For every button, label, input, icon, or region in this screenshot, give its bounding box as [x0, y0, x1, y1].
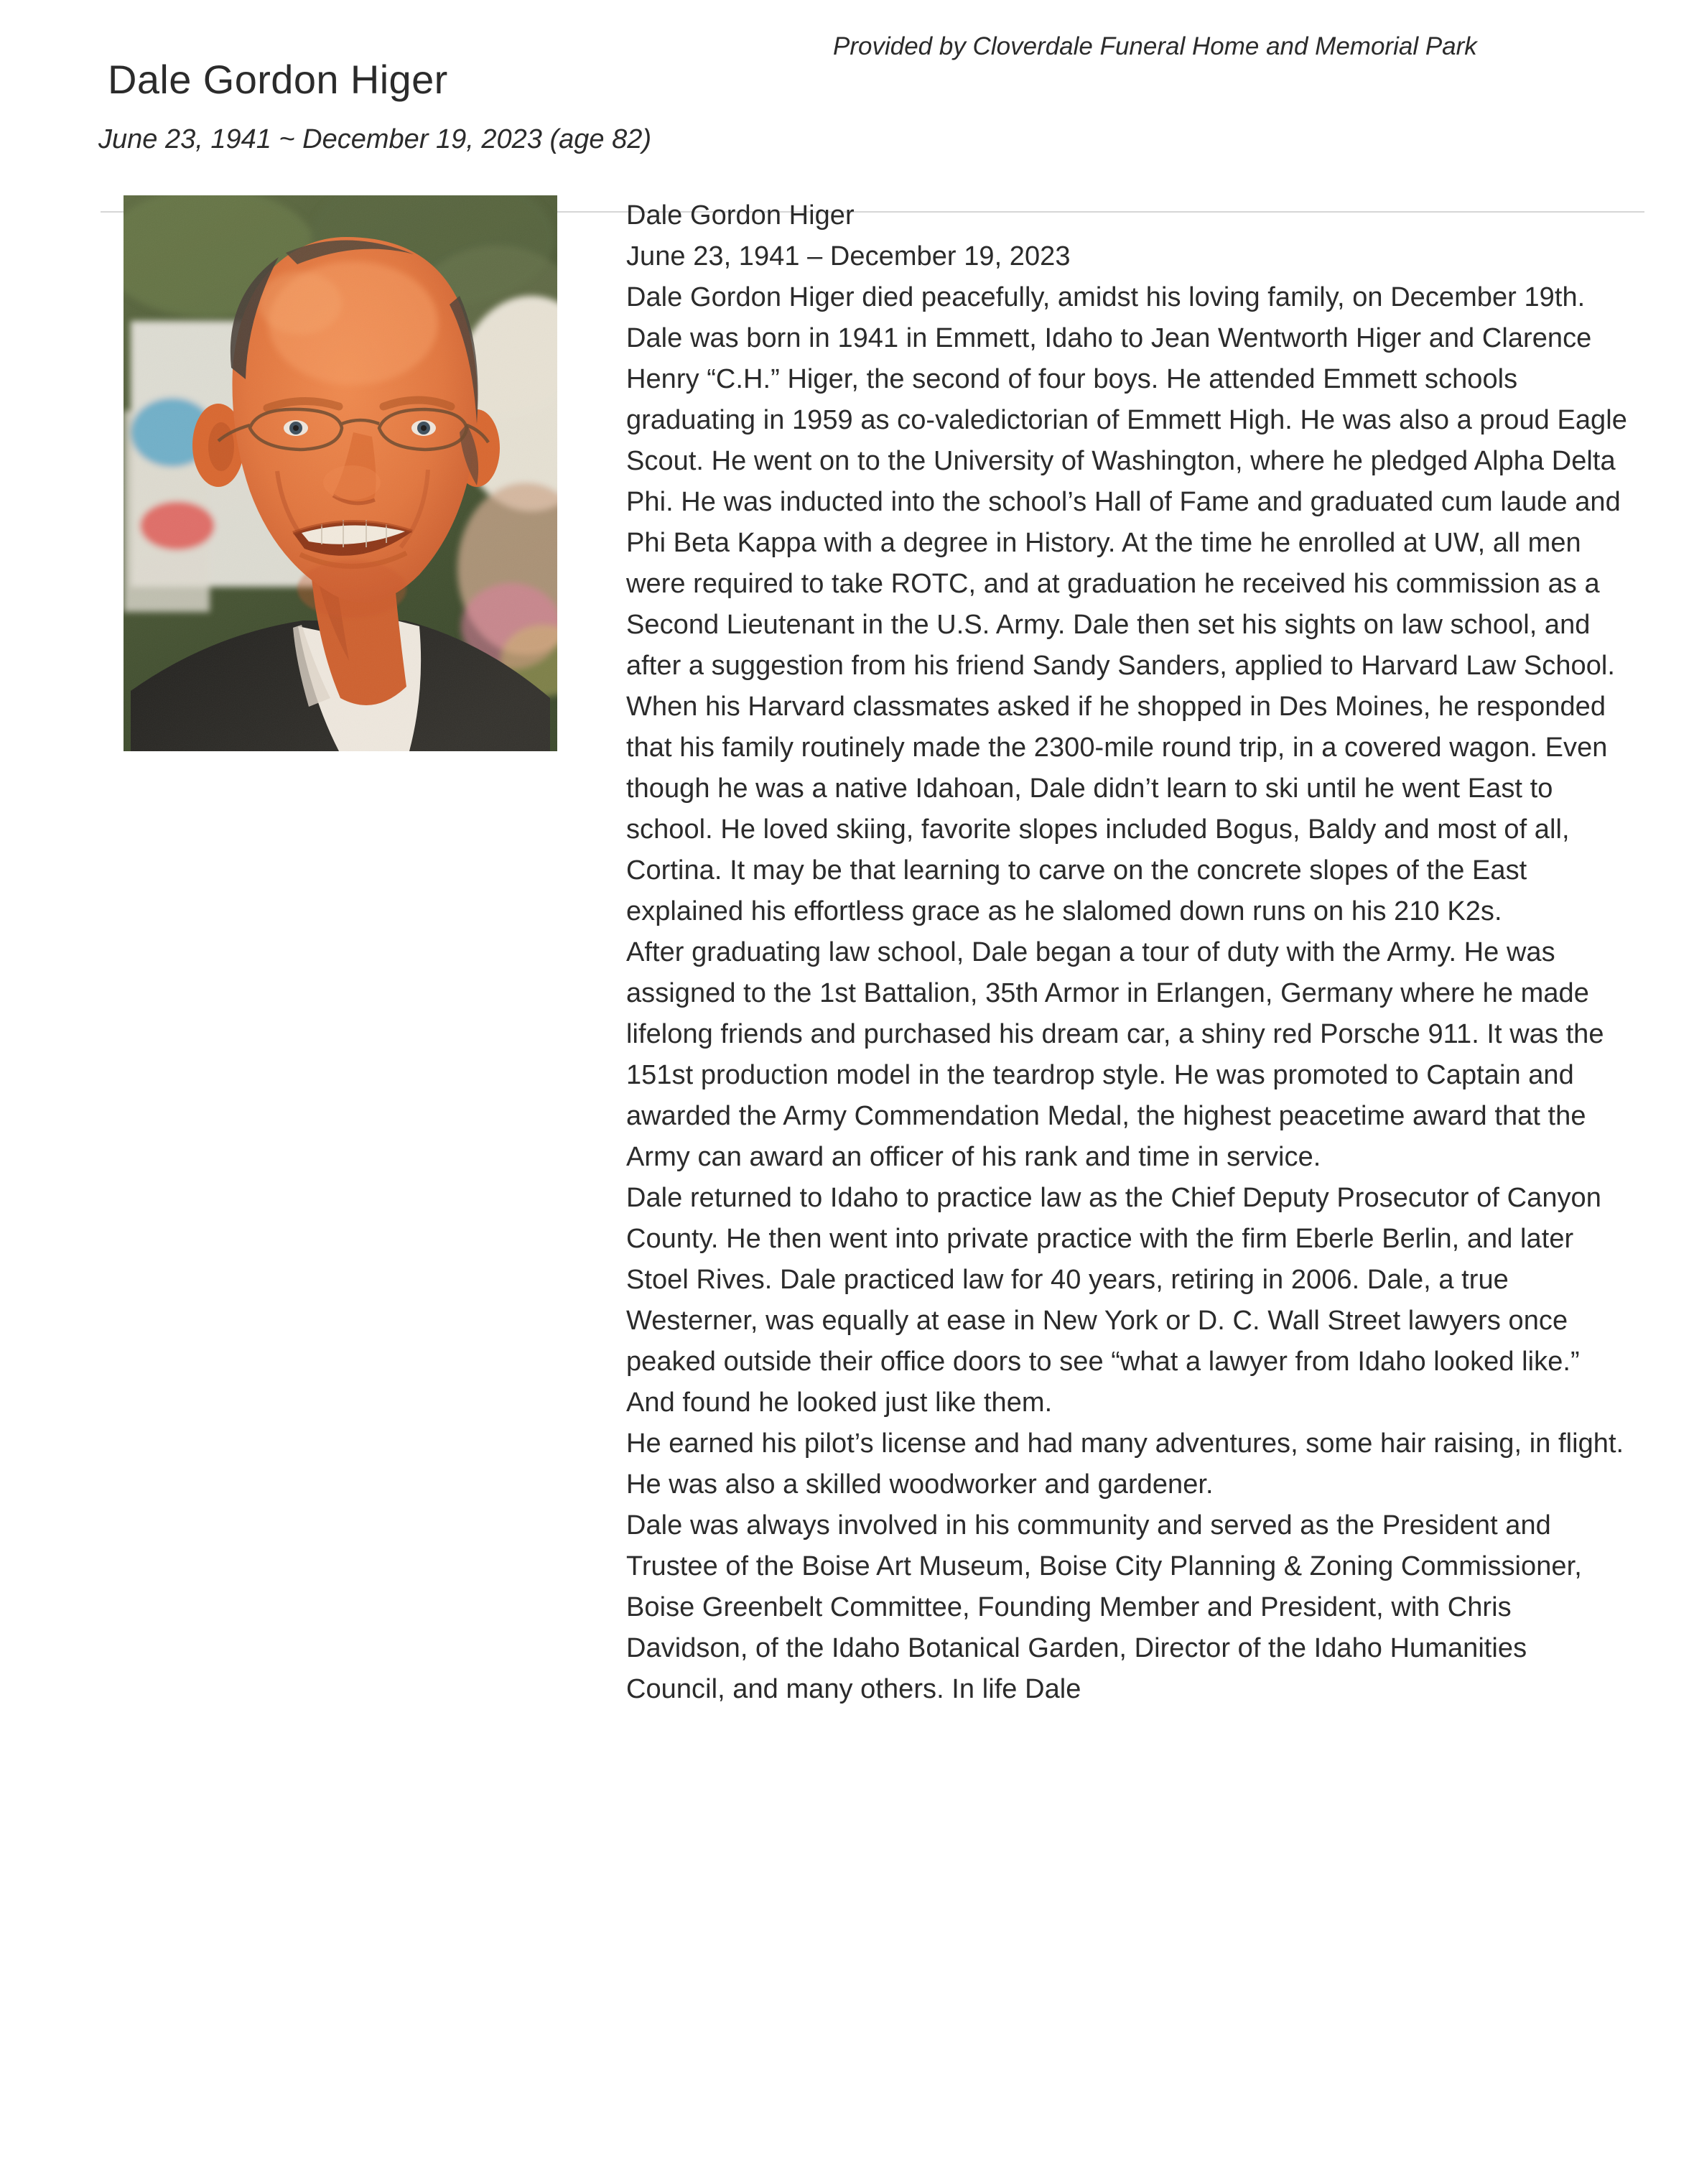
- obituary-paragraph: He earned his pilot’s license and had many adventures, some hair raising, in flight. He was also a skilled woodworker and gardener.: [626, 1428, 1624, 1500]
- obituary-paragraph: Dale was always involved in his community and served as the President and Trustee of the Boise Art Museum, Boise City Planning & Zoning Commissioner, Boise Greenbelt Committee, Founding Member and President, with Chris Davidson, of the Idaho Botanical Garden, Director of the Idaho Humanities Council, and many others. In life Dale: [626, 1510, 1582, 1705]
- obituary-paragraph: June 23, 1941 – December 19, 2023: [626, 241, 1071, 272]
- header-row: [0, 0, 1694, 155]
- obituary-paragraph: After graduating law school, Dale began a tour of duty with the Army. He was assigned to the 1st Battalion, 35th Armor in Erlangen, Germany where he made lifelong friends and purchased his dream car, a shiny red Porsche 911. It was the 151st production model in the teardrop style. He was promoted to Captain and awarded the Army Commendation Medal, the highest peacetime award that the Army can award an officer of his rank and time in service.: [626, 937, 1604, 1173]
- page-header: [0, 0, 1694, 155]
- obituary-paragraph: Dale Gordon Higer died peacefully, amidst his loving family, on December 19th. Dale was born in 1941 in Emmett, Idaho to Jean Wentworth Higer and Clarence Henry “C.H.” Higer, the second of four boys. He attended Emmett schools graduating in 1959 as co-valedictorian of Emmett High. He was also a proud Eagle Scout. He went on to the University of Washington, where he pledged Alpha Delta Phi. He was inducted into the school’s Hall of Fame and graduated cum laude and Phi Beta Kappa with a degree in History. At the time he enrolled at UW, all men were required to take ROTC, and at graduation he received his commission as a Second Lieutenant in the U.S. Army. Dale then set his sights on law school, and after a suggestion from his friend Sandy Sanders, applied to Harvard Law School. When his Harvard classmates asked if he shopped in Des Moines, he responded that his family routinely made the 2300-mile round trip, in a covered wagon. Even though he was a native Idahoan, Dale didn’t learn to ski until he went East to school. He loved skiing, favorite slopes included Bogus, Baldy and most of all, Cortina. It may be that learning to carve on the concrete slopes of the East explained his effortless grace as he slalomed down runs on his 210 K2s.: [626, 282, 1627, 927]
- portrait-illustration: [124, 195, 557, 751]
- title-block: [0, 24, 833, 155]
- portrait-column: [0, 195, 626, 751]
- life-dates: June 23, 1941 ~ December 19, 2023 (age 82): [98, 124, 652, 154]
- obituary-paragraph: Dale Gordon Higer: [626, 200, 855, 231]
- content-area: [0, 155, 1694, 1710]
- obituary-column: [626, 195, 1694, 1710]
- obituary-paragraph: Dale returned to Idaho to practice law as the Chief Deputy Prosecutor of Canyon County. He then went into private practice with the firm Eberle Berlin, and later Stoel Rives. Dale practiced law for 40 years, retiring in 2006. Dale, a true Westerner, was equally at ease in New York or D. C. Wall Street lawyers once peaked outside their office doors to see “what a lawyer from Idaho looked like.” And found he looked just like them.: [626, 1183, 1601, 1418]
- page-title: Dale Gordon Higer: [108, 57, 448, 102]
- portrait-photo: [124, 195, 557, 751]
- provided-by-credit: Provided by Cloverdale Funeral Home and Memorial Park: [833, 32, 1477, 60]
